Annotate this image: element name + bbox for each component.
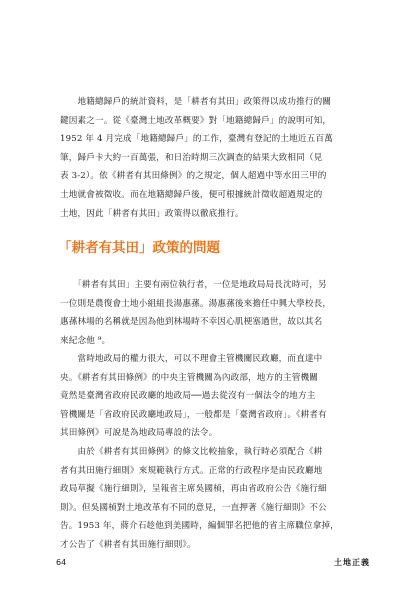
text-line: 者有其田施行細則》來規範執行方式。正常的行政程序是由民政廳地 xyxy=(60,465,323,476)
paragraph-2 xyxy=(60,276,366,350)
page-number: 64 xyxy=(56,558,67,567)
text-line: 表 3-2）。依《耕者有其田條例》的之規定，個人超過中等水田三甲的 xyxy=(60,171,327,182)
text-line: 地籍總歸戶的統計資料，是「耕者有其田」政策得以成功推行的關 xyxy=(60,97,332,107)
text-line: 「耕者有其田」主要有兩位執行者，一位是地政局局長沈時可，另 xyxy=(60,280,327,290)
text-line: 惠蓀林場的名稱就是因為他到林場時不幸因心肌梗塞過世，故以其名 xyxy=(60,317,323,328)
text-line: 來紀念他 ⁹。 xyxy=(60,335,111,346)
text-line: 鍵因素之一。從《臺灣土地改革概要》對「地籍總歸戶」的說明可知， xyxy=(60,115,332,126)
text-line: 一位則是農復會土地小組組長湯惠蓀。湯惠蓀後來擔任中興大學校長， xyxy=(60,298,332,309)
paragraph-3 xyxy=(60,350,366,443)
text-line: 土地，因此「耕者有其田」政策得以徹底推行。 xyxy=(60,208,244,219)
text-line: 竟然是臺灣省政府民政廳的地政局──過去從沒有一個法令的地方主 xyxy=(60,391,316,402)
paragraph-4 xyxy=(60,443,366,555)
text-line: 土地就會被徵收。而在地籍總歸戶後，便可根據統計徵收超過規定的 xyxy=(60,189,323,200)
text-line: 其田條例》可說是為地政局專設的法令。 xyxy=(60,428,218,439)
text-line: 政局草擬《施行細則》，呈報省主席吳國楨，再由省政府公告《施行細 xyxy=(60,484,327,495)
text-line: 則》。但吳國楨對土地改革有不同的意見，一直押著《施行細則》不公 xyxy=(60,502,327,513)
paragraph-1 xyxy=(60,93,366,223)
text-line: 當時地政局的權力很大，可以不理會主管機關民政廳，而直達中 xyxy=(60,354,323,364)
section-heading: 「耕者有其田」政策的問題 xyxy=(58,240,220,256)
text-line: 1952 年 4 月完成「地籍總歸戶」的工作，臺灣有登記的土地近五百萬 xyxy=(60,134,333,145)
text-line: 才公告了《耕者有其田施行細則》。 xyxy=(60,539,196,550)
text-line: 央。《耕者有其田條例》的中央主管機關為內政部，地方的主管機關 xyxy=(60,372,319,383)
text-line: 管機關是「省政府民政廳地政局」，一般都是「臺灣省政府」。《耕者有 xyxy=(60,409,327,420)
text-line: 由於《耕者有其田條例》的條文比較抽象，執行時必須配合《耕 xyxy=(60,447,323,457)
text-line: 筆，歸戶卡大約一百萬張，和日治時期三次調查的結果大致相同（見 xyxy=(60,152,323,163)
text-line: 告。1953 年，蔣介石趁他到美國時，編個罪名把他的省主席職位拿掉， xyxy=(60,521,339,532)
running-footer-title: 土地正義 xyxy=(334,558,370,567)
